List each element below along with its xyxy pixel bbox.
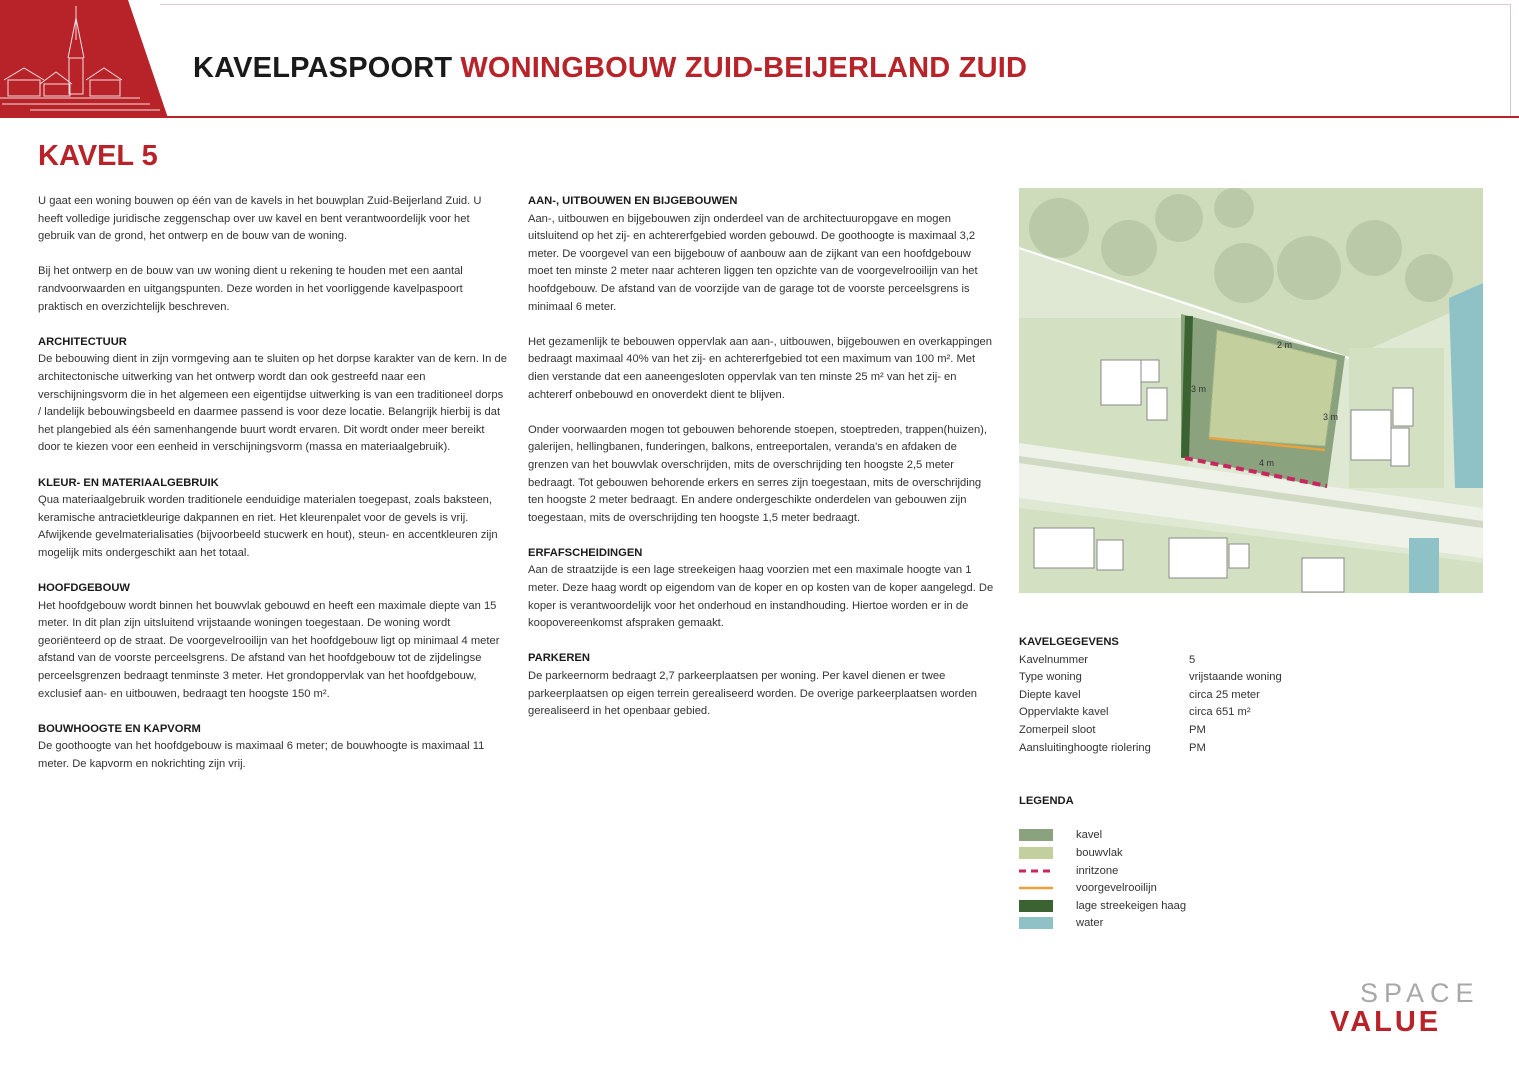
intro-paragraph-2: Bij het ontwerp en de bouw van uw woning dient u rekening te houden met een aantal randvoorwaarden en uitgangspunten. Deze worden in het voorliggende kavelpaspoort praktisch en overzichtelijk beschreven.: [38, 265, 463, 313]
village-logo-icon: [0, 0, 168, 118]
kavel-map: [1019, 188, 1483, 593]
legend-label: bouwvlak: [1076, 846, 1123, 859]
kleur-text: Qua materiaalgebruik worden traditionele eenduidige materialen toegepast, zoals baksteen, keramische antracietkleurige dakpannen en riet. Het kleurenpalet voor de gevels is vrij. Afwijkende gevelmaterialisaties (bijvoorbeeld stucwerk en hout), steun- en accentkleuren zijn mogelijk mits ondergeschikt aan het totaal.: [38, 494, 498, 559]
kleur-heading: KLEUR- EN MATERIAALGEBRUIK: [38, 476, 219, 489]
hoofdgebouw-heading: HOOFDGEBOUW: [38, 582, 130, 595]
gegevens-key: Zomerpeil sloot: [1019, 723, 1096, 736]
legend-label: voorgevelrooilijn: [1076, 882, 1157, 895]
erfafscheidingen-text: Aan de straatzijde is een lage streekeigen haag voorzien met een maximale hoogte van 1 meter. Deze haag wordt op eigendom van de koper en op kosten van de koper aangelegd. De koper is verantwoordelijk voor het onderhoud en instandhouding. Hiertoe worden er in de koopovereenkomst afspraken gemaakt.: [528, 564, 994, 630]
gegevens-value: 5: [1189, 653, 1196, 666]
aanbouwen-heading: AAN-, UITBOUWEN EN BIJGEBOUWEN: [528, 195, 738, 207]
header: [0, 0, 1519, 118]
dim-label-top: 2 m: [1277, 340, 1293, 350]
aanbouwen-text-1: Aan-, uitbouwen en bijgebouwen zijn onderdeel van de architectuuropgave en mogen uitsluitend op het zij- en achtererfgebied worden gebouwd. De goothoogte is maximaal 3,2 meter. De voorgevel van een bijgebouw of aanbouw aan de zijkant van een hoofdgebouw moet ten minste 2 meter naar achteren liggen ten opzichte van de voorgevelrooilijn van het hoofdgebouw. De afstand van de voorzijde van de garage tot de voorste perceelsgrens is minimaal 6 meter.: [528, 212, 978, 313]
header-divider: [160, 116, 1519, 118]
title-part-2: WONINGBOUW ZUID-BEIJERLAND ZUID: [460, 52, 1028, 84]
aanbouwen-text-3: Onder voorwaarden mogen tot gebouwen behorende stoepen, stoeptreden, trappen(huizen), galerijen, hellingbanen, funderingen, balkons, entreeportalen, veranda's en afdaken de grenzen van het bouwvlak overschrijden, mits de overschrijding ten hoogste 2,5 meter bedraagt. Tot gebouwen behorende erkers en serres zijn toegestaan, mits de overschrijding ten hoogste 2 meter bedraagt. En andere ondergeschikte onderdelen van gebouwen zijn toegestaan, mits de overschrijding ten hoogste 1,5 meter bedraagt.: [528, 423, 988, 524]
legend-label: water: [1076, 917, 1104, 930]
intro-paragraph-1: U gaat een woning bouwen op één van de kavels in het bouwplan Zuid-Beijerland Zuid. U heeft volledige juridische zeggenschap over uw kavel en bent verantwoordelijk voor het gebruik van de grond, het ontwerp en de bouw van de woning.: [38, 195, 482, 243]
dim-label-right: 3 m: [1323, 412, 1339, 422]
parkeren-text: De parkeernorm bedraagt 2,7 parkeerplaatsen per woning. Per kavel dienen er twee parkeerplaatsen op eigen terrein gerealiseerd worden. De overige parkeerplaatsen worden gerealiseerd in het openbaar gebied.: [528, 670, 978, 718]
legend-item: [1019, 879, 1319, 897]
dim-label-left: 3 m: [1191, 384, 1207, 394]
gegevens-row: [1019, 687, 1439, 705]
architectuur-text: De bebouwing dient in zijn vormgeving aan te sluiten op het dorpse karakter van de kern. In de architectonische uitwerking van het ontwerp wordt dan ook gestreefd naar een verschijningsvorm die in het algemeen een eigentijdse uitwerking is van een traditioneel dorps / landelijk bebouwingsbeeld en daarmee passend is voor deze locatie. Belangrijk hierbij is dat het plangebied als één samenhangende buurt wordt ervaren. Dit wordt onder meer bereikt door te kiezen voor een eenheid in verschijningsvorm (massa en materiaalgebruik).: [38, 353, 507, 454]
legend-item: [1019, 827, 1319, 845]
kavelgegevens-heading: KAVELGEGEVENS: [1019, 636, 1119, 648]
aanbouwen-text-2: Het gezamenlijk te bebouwen oppervlak aan aan-, uitbouwen, bijgebouwen en overkappingen bedraagt maximaal 40% van het zij- en achtererfgebied tot een maximum van 100 m². Met dien verstande dat een aaneengesloten oppervlak van ten minste 25 m² van het zij- en achtererf onbebouwd en onoverdekt dient te blijven.: [528, 335, 992, 401]
legend-item: [1019, 915, 1319, 933]
brand-line-2: VALUE: [1330, 1006, 1442, 1038]
gegevens-value: PM: [1189, 741, 1206, 754]
legenda-heading: LEGENDA: [1019, 795, 1074, 807]
kavel-title: KAVEL 5: [38, 140, 158, 172]
space-value-logo: [1330, 978, 1490, 1038]
title-part-1: KAVELPASPOORT: [193, 52, 453, 84]
dim-label-front: 4 m: [1259, 458, 1275, 468]
architectuur-heading: ARCHITECTUUR: [38, 335, 127, 348]
page-title: [193, 52, 1027, 85]
gegevens-value: circa 651 m²: [1189, 706, 1251, 719]
legend-swatch-water: [1019, 917, 1053, 929]
legend-label: inritzone: [1076, 864, 1119, 877]
gegevens-row: [1019, 722, 1439, 740]
gegevens-key: Type woning: [1019, 671, 1082, 684]
gegevens-row: [1019, 652, 1439, 670]
gegevens-key: Diepte kavel: [1019, 688, 1081, 701]
gegevens-value: PM: [1189, 723, 1206, 736]
bouwhoogte-text: De goothoogte van het hoofdgebouw is maximaal 6 meter; de bouwhoogte is maximaal 11 meter. De kapvorm en nokrichting zijn vrij.: [38, 740, 485, 770]
legend-label: lage streekeigen haag: [1076, 899, 1187, 912]
legend-item: [1019, 862, 1319, 880]
text-column-2: [528, 193, 996, 738]
legend-item: [1019, 897, 1319, 915]
gegevens-key: Oppervlakte kavel: [1019, 706, 1109, 719]
gegevens-value: circa 25 meter: [1189, 688, 1260, 701]
legend-swatch-bouwvlak: [1019, 847, 1053, 859]
legend-label: kavel: [1076, 829, 1103, 842]
legend-swatch-voorgevelrooilijn: [1019, 882, 1053, 894]
legend-swatch-inritzone: [1019, 865, 1053, 877]
gegevens-key: Aansluitinghoogte riolering: [1019, 741, 1151, 754]
gegevens-value: vrijstaande woning: [1189, 671, 1282, 684]
brand-line-1: SPACE: [1360, 978, 1480, 1008]
hoofdgebouw-text: Het hoofdgebouw wordt binnen het bouwvlak gebouwd en heeft een maximale diepte van 15 meter. In dit plan zijn uitsluitend vrijstaande woningen toegestaan. De woning wordt georiënteerd op de straat. De voorgevelrooilijn van het hoofdgebouw ligt op minimaal 4 meter afstand van de voorste perceelsgrens. De afstand van het hoofdgebouw tot de zijdelingse perceelsgrenzen bedraagt tenminste 3 meter. Het grondoppervlak van het hoofdgebouw, exclusief aan- en uitbouwen, bedraagt ten hoogste 150 m².: [38, 599, 500, 700]
gegevens-row: [1019, 669, 1439, 687]
bouwhoogte-heading: BOUWHOOGTE EN KAPVORM: [38, 722, 201, 735]
legend-swatch-haag: [1019, 900, 1053, 912]
gegevens-row: [1019, 704, 1439, 722]
text-column-1: [38, 193, 508, 791]
gegevens-key: Kavelnummer: [1019, 653, 1089, 666]
gegevens-row: [1019, 740, 1439, 758]
parkeren-heading: PARKEREN: [528, 652, 590, 665]
legenda: [1019, 793, 1319, 932]
erfafscheidingen-heading: ERFAFSCHEIDINGEN: [528, 546, 643, 559]
kavelgegevens: [1019, 634, 1439, 757]
legend-item: [1019, 844, 1319, 862]
legend-swatch-kavel: [1019, 829, 1053, 841]
